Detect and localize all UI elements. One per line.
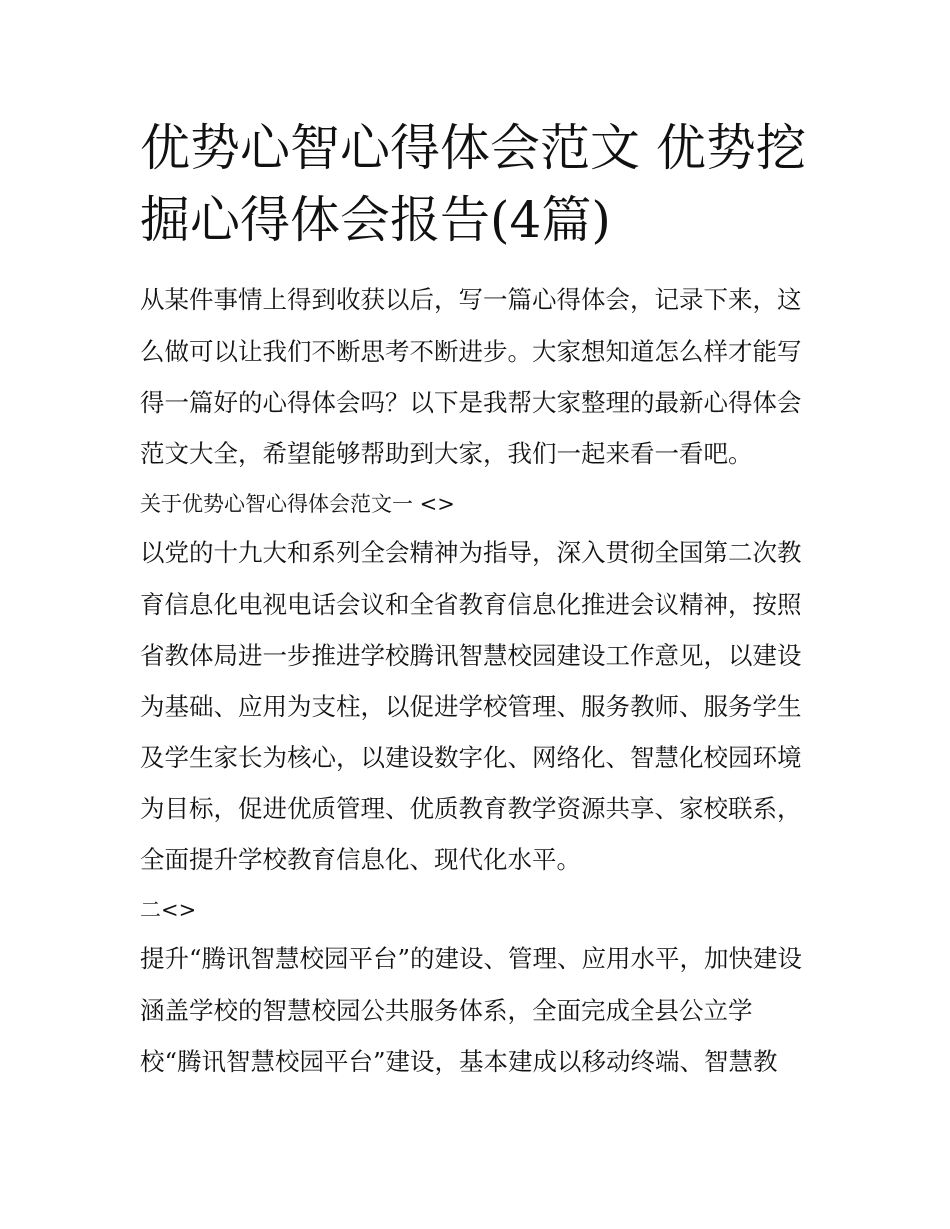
section1-heading: 关于优势心智心得体会范文一 <> — [140, 492, 455, 516]
section1-line: 为基础、应用为支柱，以促进学校管理、服务教师、服务学生 — [140, 692, 802, 721]
section1-line: 为目标，促进优质管理、优质教育教学资源共享、家校联系， — [140, 794, 802, 823]
section2-line: 校“腾讯智慧校园平台”建设，基本建成以移动终端、智慧教 — [140, 1047, 778, 1076]
section1-line: 育信息化电视电话会议和全省教育信息化推进会议精神，按照 — [140, 590, 802, 619]
document-title: 优势心智心得体会范文 优势挖掘心得体会报告(4篇) — [140, 119, 806, 249]
section1-line: 及学生家长为核心，以建设数字化、网络化、智慧化校园环境 — [140, 743, 802, 772]
section2-line: 提升“腾讯智慧校园平台”的建设、管理、应用水平，加快建设 — [140, 944, 803, 973]
intro-line: 从某件事情上得到收获以后，写一篇心得体会，记录下来，这 — [140, 285, 802, 314]
section2-line: 涵盖学校的智慧校园公共服务体系，全面完成全县公立学 — [140, 996, 753, 1025]
intro-line: 么做可以让我们不断思考不断进步。大家想知道怎么样才能写 — [140, 337, 802, 366]
section1-line: 以党的十九大和系列全会精神为指导，深入贯彻全国第二次教 — [140, 538, 802, 567]
section1-line: 省教体局进一步推进学校腾讯智慧校园建设工作意见，以建设 — [140, 641, 802, 670]
intro-line: 得一篇好的心得体会吗？以下是我帮大家整理的最新心得体会 — [140, 388, 802, 417]
section2-heading: 二<> — [140, 898, 197, 922]
section1-line: 全面提升学校教育信息化、现代化水平。 — [140, 845, 581, 874]
intro-line: 范文大全，希望能够帮助到大家，我们一起来看一看吧。 — [140, 439, 753, 468]
